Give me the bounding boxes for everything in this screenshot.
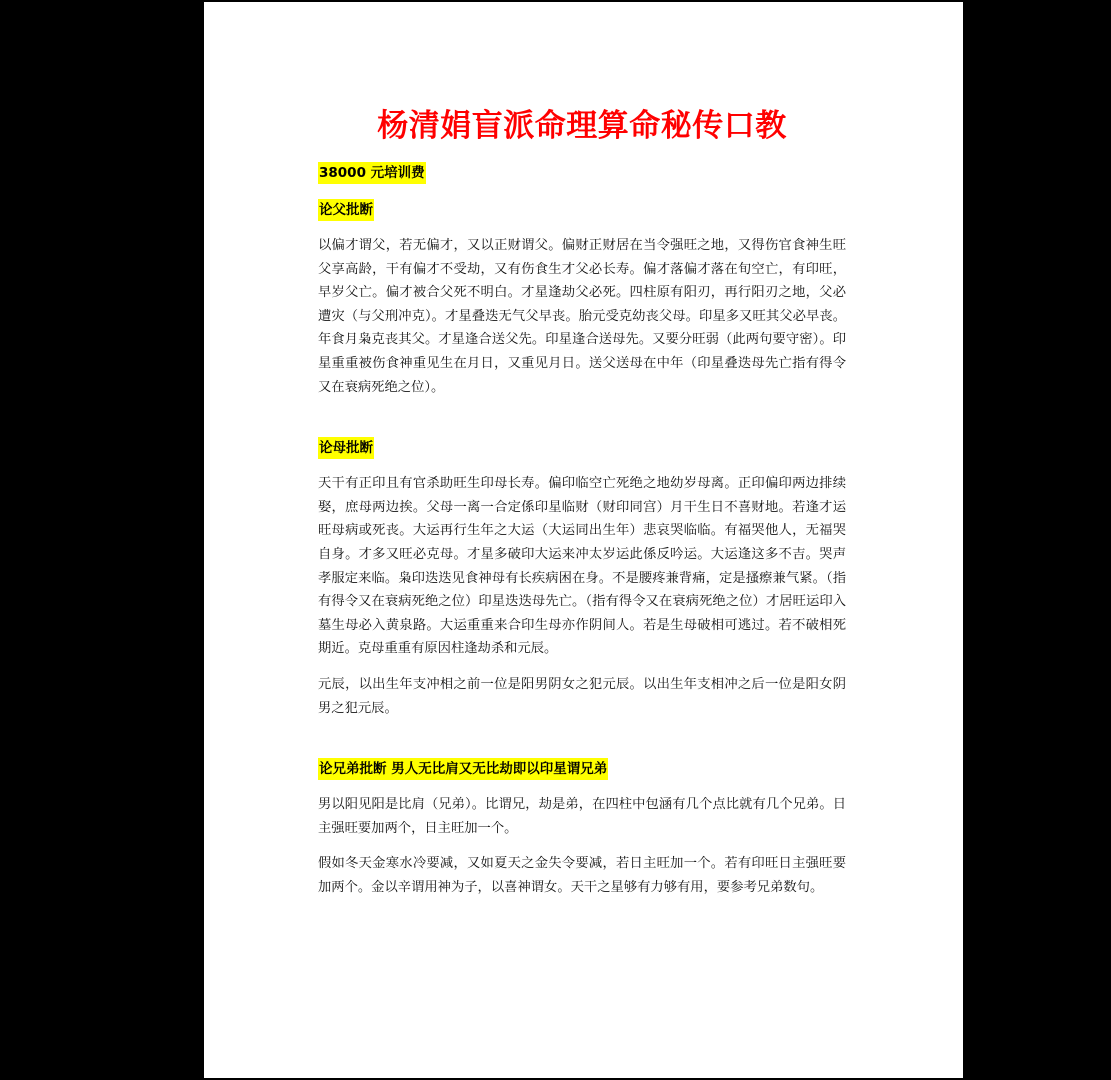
section-heading-mother: 论母批断 [318, 437, 374, 459]
section-siblings-heading-row [318, 758, 846, 780]
section-mother-paragraph: 天干有正印且有官杀助旺生印母长寿。偏印临空亡死绝之地幼岁母离。正印偏印两边排续娶，庶母两边挨。父母一离一合定係印星临财（财印同宫）月干生日不喜财地。若逢才运旺母病或死丧。大运再行生年之大运（大运同出生年）悲哀哭临临。有福哭他人，无福哭自身。才多又旺必克母。才星多破印大运来冲太岁运此係反吟运。大运逢这多不吉。哭声孝服定来临。枭印迭迭见食神母有长疾病困在身。不是腰疼兼背痛，定是搔瘵兼气紧。（指有得令又在衰病死绝之位）印星迭迭母先亡。（指有得令又在衰病死绝之位）才居旺运印入墓生母必入黄泉路。大运重重来合印生母亦作阴间人。若是生母破相可逃过。若不破相死期近。克母重重有原因柱逢劫杀和元辰。 [318, 476, 846, 657]
fee-tag: 38000 元培训费 [318, 162, 426, 184]
section-divider-space [318, 720, 846, 758]
section-mother-heading-row [318, 437, 846, 459]
section-heading-father: 论父批断 [318, 199, 374, 221]
section-siblings-paragraph-2: 假如冬天金寒水冷要减，又如夏天之金失令要减，若日主旺加一个。若有印旺日主强旺要加两个。金以辛谓用神为子，以喜神谓女。天干之星够有力够有用，要参考兄弟数句。 [318, 856, 846, 895]
section-father-heading-row [318, 199, 846, 221]
document-content [318, 102, 846, 899]
section-mother-paragraph-yuanchen: 元辰，以出生年支冲相之前一位是阳男阴女之犯元辰。以出生年支相冲之后一位是阳女阴男之犯元辰。 [318, 676, 846, 716]
document-page [204, 2, 963, 1078]
section-heading-siblings: 论兄弟批断 男人无比肩又无比劫即以印星谓兄弟 [318, 758, 608, 780]
section-divider-space [318, 399, 846, 437]
section-father-paragraph: 以偏才谓父，若无偏才，又以正财谓父。偏财正财居在当令强旺之地，又得伤官食神生旺父享高龄，干有偏才不受劫，又有伤食生才父必长寿。偏才落偏才落在旬空亡，有印旺，早岁父亡。偏才被合父死不明白。才星逢劫父必死。四柱原有阳刃，再行阳刃之地，父必遭灾（与父刑冲克）。才星叠迭无气父早丧。胎元受克幼丧父母。印星多又旺其父必早丧。年食月枭克丧其父。才星逢合送父先。印星逢合送母先。又要分旺弱（此两句要守密）。印星重重被伤食神重见生在月日，又重见月日。送父送母在中年（印星叠迭母先亡指有得令又在衰病死绝之位）。 [318, 238, 846, 395]
section-siblings-paragraph: 男以阳见阳是比肩（兄弟）。比谓兄，劫是弟，在四柱中包涵有几个点比就有几个兄弟。日主强旺要加两个，日主旺加一个。 [318, 797, 846, 836]
fee-tag-row [318, 162, 846, 184]
document-title: 杨清娟盲派命理算命秘传口教 [377, 108, 787, 144]
